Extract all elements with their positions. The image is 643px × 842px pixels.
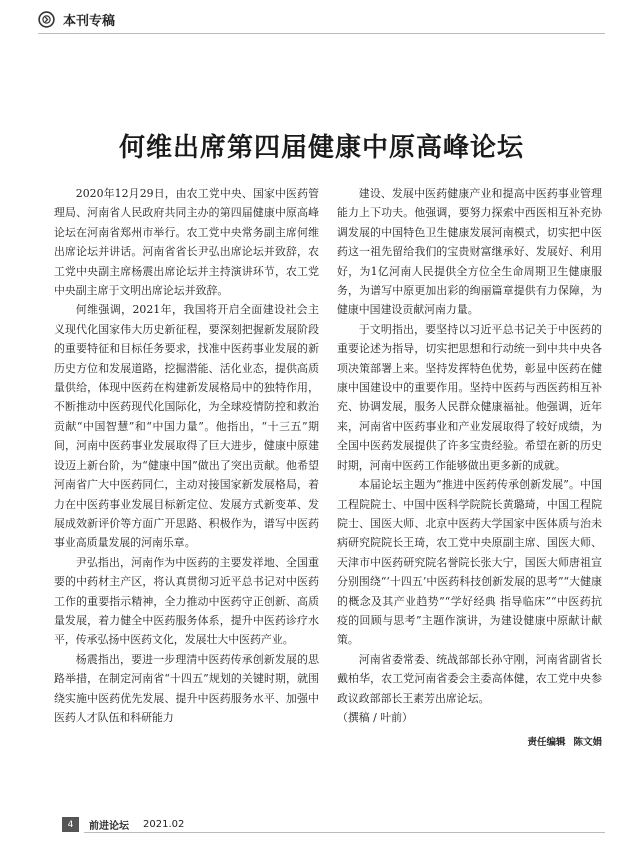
editor-label: 责任编辑 xyxy=(527,737,566,749)
page-footer xyxy=(62,817,184,832)
magazine-name: 前进论坛 xyxy=(89,821,129,832)
left-column xyxy=(54,184,319,727)
paragraph: 2020年12月29日，由农工党中央、国家中医药管理局、河南省人民政府共同主办的第四届健康中原高峰论坛在河南省郑州市举行。农工党中央常务副主席何维出席论坛并讲话。河南省省长尹弘出席论坛并致辞，农工党中央副主席杨震出席论坛并主持演讲环节，农工党中央副主席于文明出席论坛并致辞。 xyxy=(54,187,319,298)
attribution: （撰稿 / 叶前） xyxy=(337,710,413,724)
section-header xyxy=(38,10,115,29)
chevron-circle-icon xyxy=(38,11,55,28)
paragraph: 河南省委常委、统战部部长孙守刚，河南省副省长戴柏华，农工党河南省委会主委高体健，农工党中央参政议政部部长王素芳出席论坛。 xyxy=(337,652,602,705)
article-title: 何维出席第四届健康中原高峰论坛 xyxy=(118,133,524,164)
editor-name: 陈文娟 xyxy=(573,737,602,749)
paragraph: 于文明指出，要坚持以习近平总书记关于中医药的重要论述为指导，切实把思想和行动统一到中共中央各项决策部署上来。坚持发挥特色优势，彰显中医药在健康中国建设中的重要作用。坚持中医药与西医药相互补充、协调发展，服务人民群众健康福祉。他强调，近年来，河南省中医药事业和产业发展取得了较好成绩，为全国中医药发展提供了许多宝贵经验。希望在新的历史时期，河南中医药工作能够做出更多新的成就。 xyxy=(337,322,602,472)
page-number: 4 xyxy=(62,817,79,832)
paragraph: 建设、发展中医药健康产业和提高中医药事业管理能力上下功夫。他强调，要努力探索中西医相互补充协调发展的中国特色卫生健康发展河南模式，切实把中医药这一祖先留给我们的宝贵财富继承好、发展好、利用好，为1亿河南人民提供全方位全生命周期卫生健康服务，为谱写中原更加出彩的绚丽篇章提供有力保障，为健康中国建设贡献河南力量。 xyxy=(337,187,602,317)
right-column xyxy=(337,184,602,748)
paragraph: 何维强调，2021年，我国将开启全面建设社会主义现代化国家伟大历史新征程，要深刻把握新发展阶段的重要特征和目标任务要求，找准中医药事业发展的新历史方位和发展道路，挖掘潜能、活化业态，提供高质量供给，体现中医药在构建新发展格局中的独特作用，不断推动中医药现代化国际化，为全球疫情防控和救治贡献“中国智慧”和“中国力量”。他指出，“十三五”期间，河南中医药事业发展取得了巨大进步，健康中原建设迈上新台阶，为“健康中国”做出了突出贡献。他希望河南省广大中医药同仁，主动对接国家新发展格局，着力在中医药事业发展目标新定位、发展方式新变革、发展成效新评价等方面广开思路、积极作为，谱写中医药事业高质量发展的河南乐章。 xyxy=(54,303,319,550)
issue-number: 2021.02 xyxy=(143,819,185,830)
section-label: 本刊专稿 xyxy=(63,14,116,29)
paragraph: 尹弘指出，河南作为中医药的主要发祥地、全国重要的中药材主产区，将认真贯彻习近平总书记对中医药工作的重要指示精神，全力推动中医药守正创新、高质量发展，着力健全中医药服务体系，提升中医药诊疗水平，传承弘扬中医药文化，发展壮大中医药产业。 xyxy=(54,555,319,647)
paragraph: 杨震指出，要进一步理清中医药传承创新发展的思路举措，在制定河南省“十四五”规划的关键时期，就围绕实施中医药优先发展、提升中医药服务水平、加强中医药人才队伍和科研能力 xyxy=(54,652,319,724)
header-divider xyxy=(38,33,605,34)
editor-credit xyxy=(337,734,602,748)
footer-divider xyxy=(84,832,605,833)
paragraph: 本届论坛主题为“推进中医药传承创新发展”。中国工程院院士、中国中医科学院院长黄璐琦，中国工程院院士、国医大师、北京中医药大学国家中医体质与治未病研究院院长王琦，农工党中央原副主席、国医大师、天津市中医药研究院名誉院长张大宁，国医大师唐祖宣分别围绕“‘十四五’中医药科技创新发展的思考”“大健康的概念及其产业趋势”“学好经典 指导临床”“中医药抗疫的回顾与思考”主题作演讲，为建设健康中原献计献策。 xyxy=(337,478,602,647)
